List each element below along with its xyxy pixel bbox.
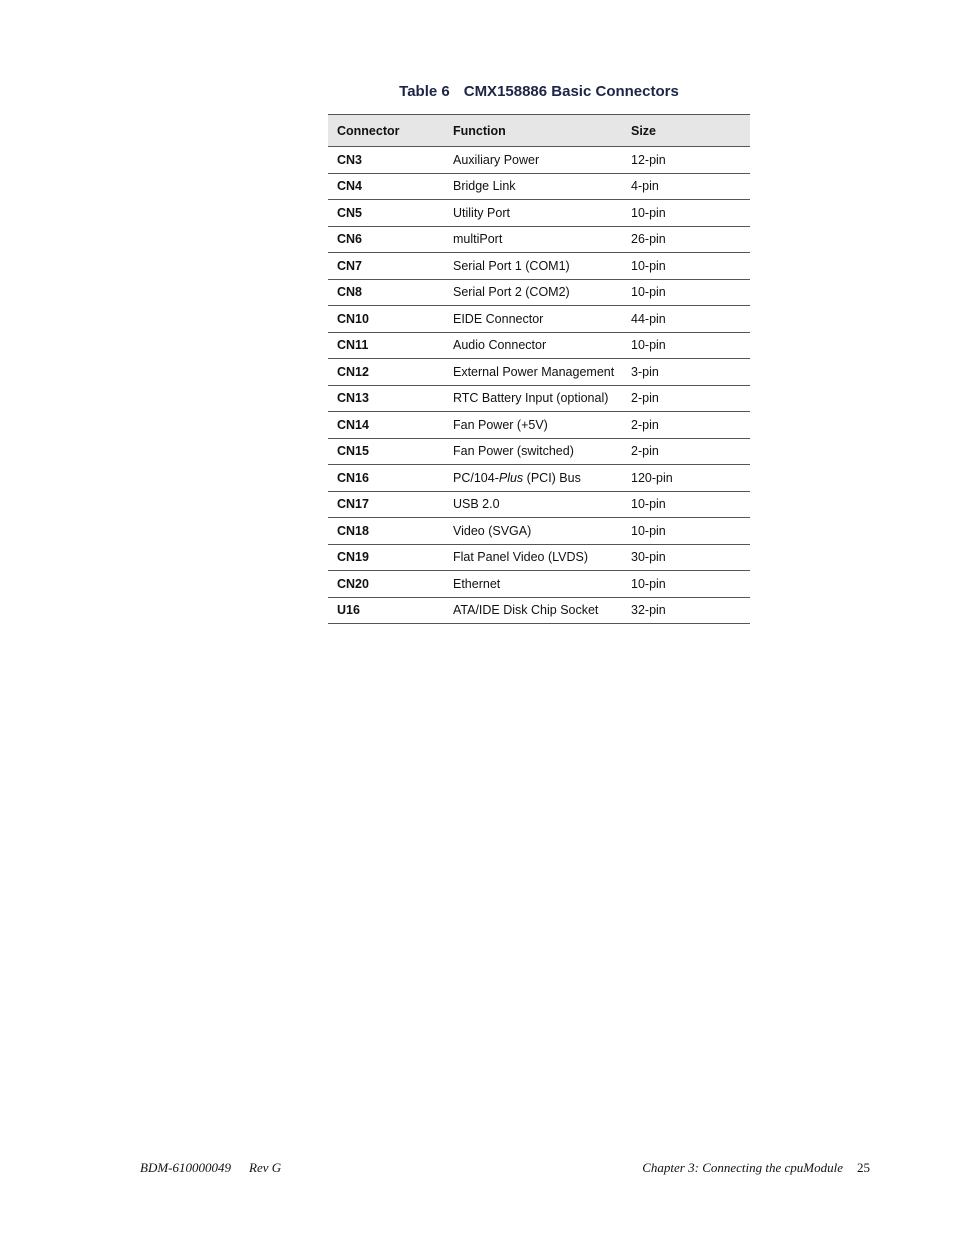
cell-connector: CN4 bbox=[328, 173, 444, 200]
cell-size: 10-pin bbox=[622, 491, 750, 518]
cell-function: RTC Battery Input (optional) bbox=[444, 385, 622, 412]
footer-chapter: Chapter 3: Connecting the cpuModule bbox=[642, 1160, 843, 1175]
footer-revision: Rev G bbox=[249, 1160, 282, 1175]
table-row bbox=[328, 597, 750, 624]
footer-doc-id: BDM-610000049 bbox=[140, 1160, 231, 1175]
cell-connector: CN20 bbox=[328, 571, 444, 598]
cell-function: PC/104-Plus (PCI) Bus bbox=[444, 465, 622, 492]
footer-left bbox=[140, 1160, 281, 1176]
cell-size: 30-pin bbox=[622, 544, 750, 571]
table-row bbox=[328, 200, 750, 227]
cell-function: EIDE Connector bbox=[444, 306, 622, 333]
cell-size: 10-pin bbox=[622, 200, 750, 227]
table-header-row bbox=[328, 115, 750, 147]
table-row bbox=[328, 147, 750, 174]
cell-function: Flat Panel Video (LVDS) bbox=[444, 544, 622, 571]
footer-right bbox=[642, 1160, 870, 1176]
table-number: Table 6 bbox=[399, 83, 450, 100]
table-row bbox=[328, 253, 750, 280]
cell-size: 3-pin bbox=[622, 359, 750, 386]
cell-connector: CN19 bbox=[328, 544, 444, 571]
cell-function: Serial Port 1 (COM1) bbox=[444, 253, 622, 280]
cell-connector: CN6 bbox=[328, 226, 444, 253]
cell-function: Ethernet bbox=[444, 571, 622, 598]
cell-connector: CN13 bbox=[328, 385, 444, 412]
cell-function: Fan Power (+5V) bbox=[444, 412, 622, 439]
cell-function: ATA/IDE Disk Chip Socket bbox=[444, 597, 622, 624]
cell-connector: CN17 bbox=[328, 491, 444, 518]
cell-function: Utility Port bbox=[444, 200, 622, 227]
table-row bbox=[328, 279, 750, 306]
cell-size: 4-pin bbox=[622, 173, 750, 200]
cell-connector: CN10 bbox=[328, 306, 444, 333]
table-row bbox=[328, 518, 750, 545]
cell-connector: CN8 bbox=[328, 279, 444, 306]
cell-connector: CN11 bbox=[328, 332, 444, 359]
table-row bbox=[328, 491, 750, 518]
table-row bbox=[328, 544, 750, 571]
cell-connector: CN14 bbox=[328, 412, 444, 439]
table-row bbox=[328, 359, 750, 386]
cell-size: 10-pin bbox=[622, 332, 750, 359]
header-function: Function bbox=[444, 115, 622, 147]
table-row bbox=[328, 173, 750, 200]
cell-size: 2-pin bbox=[622, 438, 750, 465]
cell-size: 10-pin bbox=[622, 279, 750, 306]
cell-size: 10-pin bbox=[622, 253, 750, 280]
cell-size: 2-pin bbox=[622, 412, 750, 439]
table-row bbox=[328, 385, 750, 412]
cell-size: 26-pin bbox=[622, 226, 750, 253]
table-row bbox=[328, 571, 750, 598]
cell-size: 32-pin bbox=[622, 597, 750, 624]
cell-connector: CN7 bbox=[328, 253, 444, 280]
table-title: CMX158886 Basic Connectors bbox=[463, 83, 679, 100]
table-row bbox=[328, 226, 750, 253]
header-size: Size bbox=[622, 115, 750, 147]
cell-size: 120-pin bbox=[622, 465, 750, 492]
connectors-table bbox=[328, 114, 750, 624]
cell-function: Auxiliary Power bbox=[444, 147, 622, 174]
table-row bbox=[328, 465, 750, 492]
cell-function: Bridge Link bbox=[444, 173, 622, 200]
cell-connector: CN16 bbox=[328, 465, 444, 492]
cell-connector: U16 bbox=[328, 597, 444, 624]
cell-function: Fan Power (switched) bbox=[444, 438, 622, 465]
cell-connector: CN5 bbox=[328, 200, 444, 227]
cell-size: 10-pin bbox=[622, 518, 750, 545]
cell-function: multiPort bbox=[444, 226, 622, 253]
cell-connector: CN15 bbox=[328, 438, 444, 465]
cell-function: USB 2.0 bbox=[444, 491, 622, 518]
table-body bbox=[328, 147, 750, 624]
table-caption bbox=[328, 83, 750, 100]
cell-function: Audio Connector bbox=[444, 332, 622, 359]
table-row bbox=[328, 332, 750, 359]
cell-size: 10-pin bbox=[622, 571, 750, 598]
header-connector: Connector bbox=[328, 115, 444, 147]
cell-function: Serial Port 2 (COM2) bbox=[444, 279, 622, 306]
table-row bbox=[328, 412, 750, 439]
cell-connector: CN12 bbox=[328, 359, 444, 386]
cell-connector: CN3 bbox=[328, 147, 444, 174]
cell-size: 12-pin bbox=[622, 147, 750, 174]
cell-size: 44-pin bbox=[622, 306, 750, 333]
table-row bbox=[328, 438, 750, 465]
cell-function: External Power Management bbox=[444, 359, 622, 386]
table-row bbox=[328, 306, 750, 333]
cell-size: 2-pin bbox=[622, 385, 750, 412]
cell-function: Video (SVGA) bbox=[444, 518, 622, 545]
page-number: 25 bbox=[857, 1160, 870, 1175]
cell-connector: CN18 bbox=[328, 518, 444, 545]
